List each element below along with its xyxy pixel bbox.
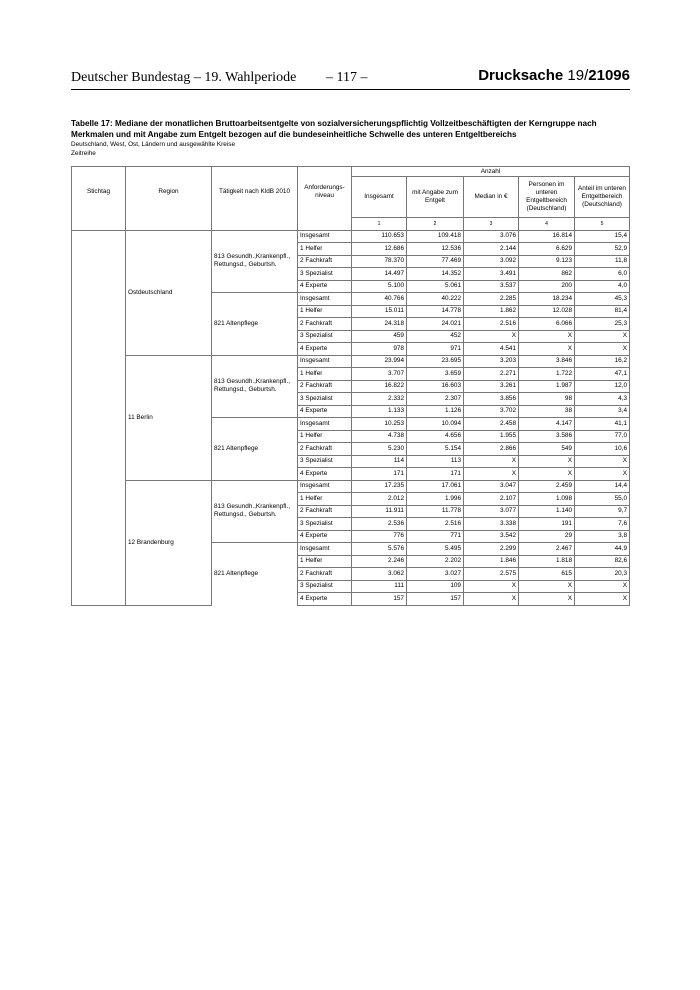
value-cell: 452 — [407, 330, 464, 343]
value-cell: 47,1 — [575, 368, 630, 381]
value-cell: 17.061 — [407, 480, 464, 493]
level-cell: 2 Fachkraft — [298, 380, 352, 393]
level-cell: 4 Experte — [298, 593, 352, 606]
value-cell: 2.299 — [464, 543, 519, 556]
value-cell: 3.537 — [464, 280, 519, 293]
level-cell: 4 Experte — [298, 405, 352, 418]
value-cell: 16,2 — [575, 355, 630, 368]
doc-period: 19/ — [563, 67, 589, 84]
col-mit-angabe: mit Angabe zum Entgelt — [407, 177, 464, 218]
value-cell: 40.222 — [407, 293, 464, 306]
value-cell: 5.495 — [407, 543, 464, 556]
value-cell: X — [464, 593, 519, 606]
value-cell: 12,0 — [575, 380, 630, 393]
value-cell: 9,7 — [575, 505, 630, 518]
value-cell: 3.027 — [407, 568, 464, 581]
col-region: Region — [126, 167, 212, 218]
value-cell: 3.203 — [464, 355, 519, 368]
value-cell: 111 — [352, 580, 407, 593]
value-cell: 81,4 — [575, 305, 630, 318]
value-cell: 16.822 — [352, 380, 407, 393]
table-row — [72, 355, 630, 368]
value-cell: 15,4 — [575, 230, 630, 243]
value-cell: 2.459 — [519, 480, 575, 493]
col-personen: Personen im unteren Entgeltbereich (Deutschland) — [519, 177, 575, 218]
level-cell: 2 Fachkraft — [298, 568, 352, 581]
value-cell: 15.011 — [352, 305, 407, 318]
level-cell: 4 Experte — [298, 530, 352, 543]
value-cell: 1.126 — [407, 405, 464, 418]
value-cell: 1.722 — [519, 368, 575, 381]
value-cell: 978 — [352, 343, 407, 356]
level-cell: 3 Spezialist — [298, 268, 352, 281]
level-cell: Insgesamt — [298, 543, 352, 556]
value-cell: 2.536 — [352, 518, 407, 531]
level-cell: 3 Spezialist — [298, 518, 352, 531]
value-cell: 3.542 — [464, 530, 519, 543]
occupation-cell: 821 Altenpflege — [212, 418, 298, 481]
value-cell: 2.107 — [464, 493, 519, 506]
region-cell: Ostdeutschland — [126, 230, 212, 355]
level-cell: 3 Spezialist — [298, 330, 352, 343]
value-cell: 2.458 — [464, 418, 519, 431]
value-cell: 5.576 — [352, 543, 407, 556]
level-cell: 4 Experte — [298, 343, 352, 356]
value-cell: 16.814 — [519, 230, 575, 243]
value-cell: 114 — [352, 455, 407, 468]
col-median: Median in € — [464, 177, 519, 218]
value-cell: 17.235 — [352, 480, 407, 493]
occupation-cell: 821 Altenpflege — [212, 543, 298, 606]
value-cell: 2.575 — [464, 568, 519, 581]
doc-prefix: Drucksache — [478, 67, 564, 84]
value-cell: 3.047 — [464, 480, 519, 493]
value-cell: X — [575, 580, 630, 593]
value-cell: 110.653 — [352, 230, 407, 243]
value-cell: 2.202 — [407, 555, 464, 568]
value-cell: 7,6 — [575, 518, 630, 531]
value-cell: 3.702 — [464, 405, 519, 418]
col-taetigkeit: Tätigkeit nach KldB 2010 — [212, 167, 298, 218]
value-cell: 5.061 — [407, 280, 464, 293]
page-header — [71, 66, 630, 88]
value-cell: 77.469 — [407, 255, 464, 268]
level-cell: 1 Helfer — [298, 555, 352, 568]
value-cell: X — [575, 455, 630, 468]
value-cell: 3.707 — [352, 368, 407, 381]
value-cell: 29 — [519, 530, 575, 543]
value-cell: 549 — [519, 443, 575, 456]
value-cell: 25,3 — [575, 318, 630, 331]
value-cell: 10,6 — [575, 443, 630, 456]
level-cell: 1 Helfer — [298, 305, 352, 318]
level-cell: 3 Spezialist — [298, 580, 352, 593]
value-cell: 3.586 — [519, 430, 575, 443]
value-cell: 12.028 — [519, 305, 575, 318]
occupation-cell: 813 Gesundh.,Krankenpfl., Rettungsd., Geburtsh. — [212, 230, 298, 293]
value-cell: 45,3 — [575, 293, 630, 306]
value-cell: 4.738 — [352, 430, 407, 443]
value-cell: X — [519, 593, 575, 606]
value-cell: X — [575, 468, 630, 481]
value-cell: 2.516 — [407, 518, 464, 531]
level-cell: 2 Fachkraft — [298, 255, 352, 268]
value-cell: 191 — [519, 518, 575, 531]
value-cell: 11.778 — [407, 505, 464, 518]
value-cell: X — [575, 343, 630, 356]
value-cell: 2.332 — [352, 393, 407, 406]
value-cell: X — [464, 330, 519, 343]
value-cell: 9.123 — [519, 255, 575, 268]
value-cell: 24.318 — [352, 318, 407, 331]
level-cell: Insgesamt — [298, 355, 352, 368]
value-cell: 23.994 — [352, 355, 407, 368]
value-cell: 2.467 — [519, 543, 575, 556]
value-cell: 157 — [352, 593, 407, 606]
value-cell: 24.021 — [407, 318, 464, 331]
idx-3: 3 — [464, 218, 519, 231]
value-cell: X — [519, 580, 575, 593]
value-cell: X — [464, 580, 519, 593]
value-cell: 971 — [407, 343, 464, 356]
value-cell: 12.686 — [352, 243, 407, 256]
value-cell: 20,3 — [575, 568, 630, 581]
value-cell: 4.541 — [464, 343, 519, 356]
value-cell: 6.066 — [519, 318, 575, 331]
value-cell: 3.077 — [464, 505, 519, 518]
value-cell: X — [464, 455, 519, 468]
level-cell: 2 Fachkraft — [298, 443, 352, 456]
level-cell: 2 Fachkraft — [298, 318, 352, 331]
occupation-cell: 813 Gesundh.,Krankenpfl., Rettungsd., Geburtsh. — [212, 355, 298, 418]
occupation-cell: 813 Gesundh.,Krankenpfl., Rettungsd., Geburtsh. — [212, 480, 298, 543]
value-cell: 10.253 — [352, 418, 407, 431]
value-cell: X — [519, 330, 575, 343]
value-cell: 1.098 — [519, 493, 575, 506]
value-cell: 3.062 — [352, 568, 407, 581]
value-cell: 16.603 — [407, 380, 464, 393]
value-cell: X — [519, 468, 575, 481]
col-anteil: Anteil im unteren Entgeltbereich (Deutschland) — [575, 177, 630, 218]
level-cell: 4 Experte — [298, 468, 352, 481]
value-cell: 113 — [407, 455, 464, 468]
level-cell: 1 Helfer — [298, 430, 352, 443]
header-row-1 — [72, 167, 630, 177]
level-cell: 1 Helfer — [298, 243, 352, 256]
value-cell: 1.818 — [519, 555, 575, 568]
value-cell: 11.911 — [352, 505, 407, 518]
value-cell: 771 — [407, 530, 464, 543]
stichtag-cell — [72, 230, 126, 605]
value-cell: 78.370 — [352, 255, 407, 268]
region-cell: 11 Berlin — [126, 355, 212, 480]
value-cell: X — [519, 343, 575, 356]
value-cell: 1.996 — [407, 493, 464, 506]
level-cell: Insgesamt — [298, 418, 352, 431]
value-cell: 2.144 — [464, 243, 519, 256]
level-cell: 1 Helfer — [298, 368, 352, 381]
value-cell: 5.154 — [407, 443, 464, 456]
value-cell: 4,3 — [575, 393, 630, 406]
level-cell: 4 Experte — [298, 280, 352, 293]
value-cell: 77,0 — [575, 430, 630, 443]
value-cell: 55,0 — [575, 493, 630, 506]
value-cell: 82,6 — [575, 555, 630, 568]
value-cell: 3.846 — [519, 355, 575, 368]
level-cell: 1 Helfer — [298, 493, 352, 506]
value-cell: 40.766 — [352, 293, 407, 306]
doc-num: 21096 — [588, 67, 630, 84]
value-cell: 1.987 — [519, 380, 575, 393]
value-cell: 2.246 — [352, 555, 407, 568]
value-cell: 38 — [519, 405, 575, 418]
value-cell: 171 — [407, 468, 464, 481]
value-cell: 23.695 — [407, 355, 464, 368]
value-cell: 615 — [519, 568, 575, 581]
header-left: Deutscher Bundestag – 19. Wahlperiode — [71, 70, 297, 85]
value-cell: X — [519, 455, 575, 468]
idx-2: 2 — [407, 218, 464, 231]
value-cell: X — [575, 593, 630, 606]
data-table — [71, 166, 630, 606]
value-cell: 4.656 — [407, 430, 464, 443]
level-cell: Insgesamt — [298, 230, 352, 243]
value-cell: 1.846 — [464, 555, 519, 568]
value-cell: 2.012 — [352, 493, 407, 506]
value-cell: 3.491 — [464, 268, 519, 281]
value-cell: 1.140 — [519, 505, 575, 518]
value-cell: 2.271 — [464, 368, 519, 381]
col-anforderung: Anforderungs-niveau — [298, 167, 352, 218]
occupation-cell: 821 Altenpflege — [212, 293, 298, 356]
value-cell: 171 — [352, 468, 407, 481]
value-cell: 3.856 — [464, 393, 519, 406]
col-insgesamt: Insgesamt — [352, 177, 407, 218]
col-stichtag: Stichtag — [72, 167, 126, 218]
table-subtitle: Deutschland, West, Ost, Ländern und ausgewählte Kreise — [71, 141, 236, 148]
value-cell: 10.094 — [407, 418, 464, 431]
col-anzahl: Anzahl — [352, 167, 630, 177]
value-cell: 14.497 — [352, 268, 407, 281]
value-cell: 3,8 — [575, 530, 630, 543]
value-cell: 3.659 — [407, 368, 464, 381]
value-cell: 2.285 — [464, 293, 519, 306]
value-cell: 1.862 — [464, 305, 519, 318]
index-row — [72, 218, 630, 231]
level-cell: 3 Spezialist — [298, 393, 352, 406]
value-cell: 12.536 — [407, 243, 464, 256]
idx-5: 5 — [575, 218, 630, 231]
value-cell: 459 — [352, 330, 407, 343]
value-cell: 14.352 — [407, 268, 464, 281]
value-cell: 3.092 — [464, 255, 519, 268]
value-cell: 3.338 — [464, 518, 519, 531]
value-cell: 4,0 — [575, 280, 630, 293]
value-cell: 5.230 — [352, 443, 407, 456]
value-cell: 6.629 — [519, 243, 575, 256]
value-cell: 3,4 — [575, 405, 630, 418]
value-cell: X — [575, 330, 630, 343]
value-cell: 18.234 — [519, 293, 575, 306]
value-cell: 11,8 — [575, 255, 630, 268]
idx-1: 1 — [352, 218, 407, 231]
level-cell: Insgesamt — [298, 293, 352, 306]
value-cell: 14,4 — [575, 480, 630, 493]
value-cell: 3.261 — [464, 380, 519, 393]
value-cell: 44,9 — [575, 543, 630, 556]
idx-4: 4 — [519, 218, 575, 231]
value-cell: 109.418 — [407, 230, 464, 243]
value-cell: 52,9 — [575, 243, 630, 256]
table-title: Tabelle 17: Mediane der monatlichen Bruttoarbeitsentgelte von sozialversicherungspflichtig Vollzeitbeschäftigten der Kerngruppe nach Merkmalen und mit Angabe zum Entgelt bezogen auf die bundeseinheitliche Schwelle des unteren Entgeltbereichs — [71, 119, 597, 139]
level-cell: 3 Spezialist — [298, 455, 352, 468]
header-rule — [71, 89, 630, 90]
value-cell: 2.307 — [407, 393, 464, 406]
value-cell: 2.516 — [464, 318, 519, 331]
value-cell: 1.133 — [352, 405, 407, 418]
value-cell: 157 — [407, 593, 464, 606]
value-cell: 109 — [407, 580, 464, 593]
value-cell: 862 — [519, 268, 575, 281]
document-number — [478, 67, 630, 84]
value-cell: 200 — [519, 280, 575, 293]
value-cell: 2.866 — [464, 443, 519, 456]
value-cell: 1.955 — [464, 430, 519, 443]
table-row — [72, 480, 630, 493]
level-cell: 2 Fachkraft — [298, 505, 352, 518]
value-cell: 3.076 — [464, 230, 519, 243]
value-cell: 41,1 — [575, 418, 630, 431]
table-row — [72, 230, 630, 243]
region-cell: 12 Brandenburg — [126, 480, 212, 605]
value-cell: 6,0 — [575, 268, 630, 281]
value-cell: 776 — [352, 530, 407, 543]
value-cell: X — [464, 468, 519, 481]
table-subtitle-2: Zeitreihe — [71, 150, 96, 157]
value-cell: 98 — [519, 393, 575, 406]
value-cell: 4.147 — [519, 418, 575, 431]
level-cell: Insgesamt — [298, 480, 352, 493]
page-number: – 117 – — [326, 70, 368, 85]
value-cell: 14.778 — [407, 305, 464, 318]
value-cell: 5.100 — [352, 280, 407, 293]
